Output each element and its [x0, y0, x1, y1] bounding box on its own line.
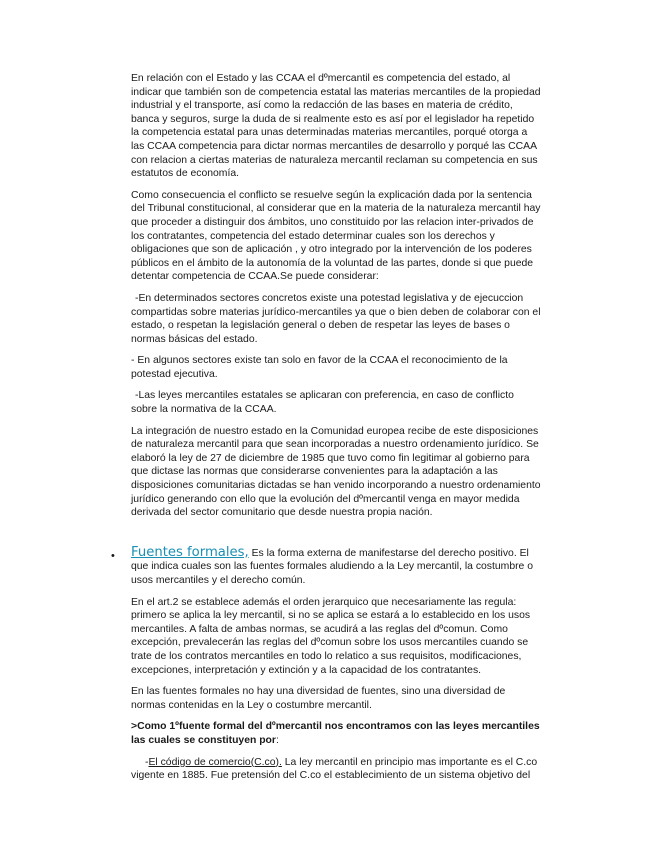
- fuentes-formales-link[interactable]: Fuentes formales,: [131, 544, 249, 560]
- paragraph-leyes-mercantiles-heading: [131, 720, 541, 747]
- paragraph-leyes-estatales: -Las leyes mercantiles estatales se aplicaran con preferencia, en caso de conflicto sobre la normativa de la CCAA.: [131, 390, 514, 416]
- fuentes-formales-text: Es la forma externa de manifestarse del derecho positivo. El que indica cuales son las fuentes formales aludiendo a la Ley mercantil, la costumbre o usos mercantiles y el derecho común.: [131, 547, 533, 586]
- paragraph-diversidad-normas: En las fuentes formales no hay una diversidad de fuentes, sino una diversidad de normas contenidas en la Ley o costumbre mercantil.: [131, 686, 506, 711]
- paragraph-comunidad-europea: La integración de nuestro estado en la Comunidad europea recibe de este disposiciones de naturaleza mercantil para que sean incorporadas a nuestro ordenamiento jurídico. Se elaboró la ley de 27 de diciembre de 1985 que tuvo como fin legitimar al gobierno para que dictase las normas que considerarse convenientes para la adaptación a las disposiciones comunitarias dictadas se han venido incorporando a nuestro ordenamiento jurídico generando con ello que la evolución del dºmercantil venga en mayor medida derivada del sector comunitario que desde nuestra propia nación.: [131, 425, 541, 519]
- paragraph-estado-ccaa: En relación con el Estado y las CCAA el dºmercantil es competencia del estado, al indicar que también son de competencia estatal las materias mercantiles de la propiedad industrial y el transporte, así como la redacción de las bases en materia de crédito, banca y seguros, surge la duda de si realmente esto es así por el legislador ha repetido la competencia estatal para unas determinadas materias mercantiles, porqué otorga a las CCAA competencia para dictar normas mercantiles de desarrollo y porqué las CCAA con relacion a ciertas materias de naturaleza mercantil reclaman su competencia en sus estatutos de economía.: [131, 73, 541, 180]
- codigo-comercio-link[interactable]: El código de comercio(C.co).: [148, 756, 282, 768]
- paragraph-codigo-comercio: [131, 756, 541, 783]
- document-body: [111, 72, 541, 791]
- leyes-mercantiles-bold: >Como 1ºfuente formal del dºmercantil nos encontramos con las leyes mercantiles las cuales se constituyen por: [131, 721, 540, 746]
- leyes-mercantiles-colon: :: [275, 734, 279, 746]
- paragraph-potestad-ejecutiva: - En algunos sectores existe tan solo en favor de la CCAA el reconocimiento de la potestad ejecutiva.: [131, 355, 508, 380]
- fuentes-formales-bullet: [111, 544, 541, 783]
- paragraph-conflicto: Como consecuencia el conflicto se resuelve según la explicación dada por la sentencia del Tribunal constitucional, al considerar que en la materia de la naturaleza mercantil hay que proceder a distinguir dos ámbitos, uno constituido por las relacion inter-privados de los contratantes, competencia del estado determinar cuales son los derechos y obligaciones que son de aplicación , y otro integrado por la intervención de los poderes públicos en el ámbito de la autonomía de la voluntad de las partes, donde si que puede detentar competencia de CCAA.Se puede considerar:: [131, 189, 541, 283]
- bullet-marker: •: [111, 549, 115, 562]
- codigo-comercio-text: La ley mercantil en principio mas importante es el C.co vigente en 1885. Fue pretensión del C.co el establecimiento de un sistema objetivo del: [131, 756, 538, 782]
- paragraph-sectores-concretos: -En determinados sectores concretos existe una potestad legislativa y de ejecuccion compartidas sobre materias jurídico-mercantiles ya que o bien deben de colaborar con el estado, o respetan la legislación general o deben de respetar las leyes de bases o normas básicas del estado.: [131, 292, 541, 345]
- paragraph-orden-jerarquico: En el art.2 se establece además el orden jerarquico que necesariamente las regula: primero se aplica la ley mercantil, si no se aplica se estará a lo establecido en los usos mercantiles. A falta de ambas normas, se acudirá a las reglas del dºcomun. Como excepción, prevalecerán las reglas del dºcomun sobre los usos mercantiles cuando se trate de los contratos mercantiles en todo lo relatico a sus requisitos, modificaciones, excepciones, interpretación y extinción y a la capacidad de los contratantes.: [131, 596, 531, 676]
- codigo-dash: -: [145, 756, 149, 768]
